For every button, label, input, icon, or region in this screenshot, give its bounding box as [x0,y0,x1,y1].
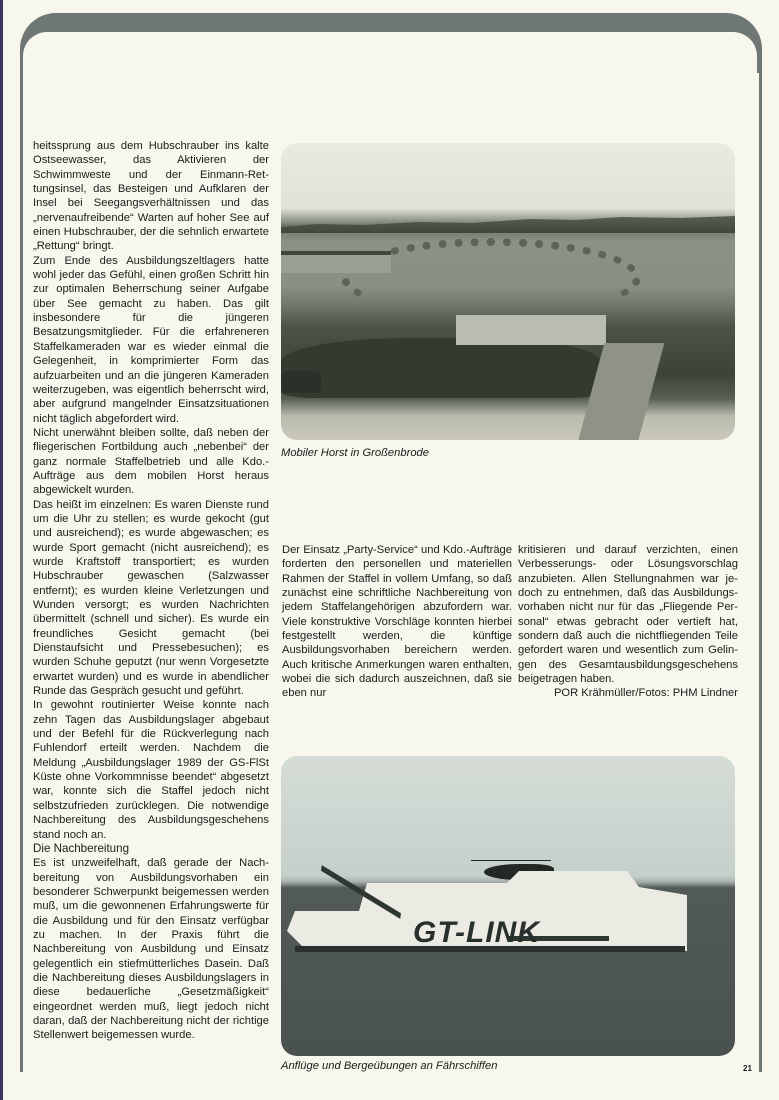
barrack-building [281,251,391,273]
tent-ring [341,238,641,318]
hedge [281,338,601,398]
paragraph: Zum Ende des Ausbildungszeltlagers hatte wohl jeder das Gefühl, einen großen Schritt hin zur optimalen Beherrschung seiner Aufgabe über See gemacht zu haben. Das gilt insbesondere für die jüngeren Besatzungsmitglieder. Für die erfahreneren Staffelkameraden war es wieder einmal die Gelegenheit, in komprimierter Form das aufzuarbeiten und an die jüngeren Kameraden weiterzugeben, was eigentlich beherrscht wird, aber aufgrund mangelnder Einsatzsituationen nicht täglich abgefordert wird. [33,254,269,425]
page-frame-inner [23,32,757,92]
paragraph: Der Einsatz „Party-Service“ und Kdo.-Aufträge forderten den personellen und materiellen Rahmen der Staffel in vollem Umfang, so daß zunächst eine schriftliche Nachbereitung von jedem Staffelangehörigen abzufordern war. Viele konstruktive Vorschläge konnten hierbei festgestellt werden, die künftige Ausbildungsvorhaben bereichern werden. Auch kritische Anmerkungen waren enthalten, wobei die sich dadurch auszeichnen, daß sie eben nur [282,544,512,700]
ship-photo-caption: Anflüge und Bergeübungen an Fährschiffen [281,1060,498,1072]
parked-car [281,371,321,393]
paragraph: Nicht unerwähnt bleiben sollte, daß neben der fliegerischen Fortbildung auch „nebenbei“ der ganz normale Staffelbetrieb und alle Kdo.-Aufträge aus dem mobilen Horst heraus abgewickelt wurden. [33,426,269,497]
camp-photo [281,143,735,440]
treeline [281,213,735,233]
ferry-name: GT-LINK [413,916,540,949]
page-number: 21 [743,1064,752,1073]
page-frame-right-rule [759,50,762,1072]
helicopter-rotor [471,860,551,861]
paragraph: In gewohnt routinierter Weise konnte nach zehn Tagen das Ausbildungslager abgebaut und der Befehl für die Rückverlegung nach Fuhlendorf erteilt werden. Nachdem die Meldung „Ausbildungslager 1989 der GS-FlSt Küste ohne Vorkommnisse beendet“ abgesetzt war, konnte sich die Staffel jedoch nicht selbstzufrieden zurücklegen. Die notwendige Nachbereitung des Ausbildungsgeschehens stand noch an. [33,699,269,841]
paragraph: heitssprung aus dem Hubschrauber ins kalte Ostseewasser, das Aktivieren der Schwimmweste und der Einmann-Rettungsinsel, das Besteigen und Aufklaren der Insel bei Seegangsverhältnissen und das „nervenaufreibende“ Warten auf hoher See auf einen Hubschrauber, der die sehnlich erwartete „Rettung“ bringt. [33,140,269,253]
page-frame-left-rule [20,50,23,1072]
left-column [33,139,269,1043]
binding-edge [0,0,3,1100]
section-subheading: Die Nachbereitung [33,841,130,855]
right-column [518,543,738,701]
camp-photo-caption: Mobiler Horst in Großenbrode [281,447,429,459]
middle-column [282,543,512,701]
paragraph: Das heißt im einzelnen: Es waren Dienste rund um die Uhr zu stellen; es wurde gekocht (gut und ausreichend); es wurde abgewaschen; es wurde Sport gemacht (nicht ausreichend); es wurde Kraftstoff transportiert; es wurden Hubschrauber gewaschen (Salzwasser entfernt); es wurden kleine Verletzungen und Wunden versorgt; es wurden Nachrichten übermittelt (schnell und sicher). Es wurde ein freundliches Gesicht gemacht (bei Dienstaufsicht und Pressebesuchen); es wurden Schuhe geputzt (nur wenn Vorgesetzte erwartet wurden) und es wurde in abendlicher Runde das Gespräch gesucht und geführt. [33,498,269,698]
paragraph: Es ist unzweifelhaft, daß gerade der Nachbereitung von Ausbildungsvorhaben ein besonderer Schwerpunkt beigemessen werden muß, um die gewonnenen Erfahrungswerte für die Ausbildung und für den Einsatz verfügbar zu machen. In der Praxis führt die Nachbereitung von Ausbildung und Einsatz gelegentlich ein stiefmütterliches Dasein. Daß die Nachbereitung dieses Ausbildungslagers in diese bedauerliche „Gesetzmäßigkeit“ eingeordnet werden muß, liegt jedoch nicht daran, daß der Nachbereitung nicht der richtige Stellenwert beigemessen wurde. [33,857,269,1042]
paragraph: kritisieren und darauf verzichten, einen Verbesserungs- oder Lösungsvorschlag anzubieten. Allen Stellungnahmen war jedoch zu entnehmen, daß das Ausbildungsvorhaben nicht nur für das „Fliegende Personal“ etwas gebracht oder vertieft hat, sondern daß auch die nichtfliegenden Teile gefordert waren und wesentlich zum Gelingen des Gesamtausbildungsgeschehens beigetragen haben. [518,544,738,686]
container-buildings [456,315,606,345]
author-byline: POR Krähmüller/Fotos: PHM Lindner [553,687,738,700]
ship-photo [281,756,735,1056]
